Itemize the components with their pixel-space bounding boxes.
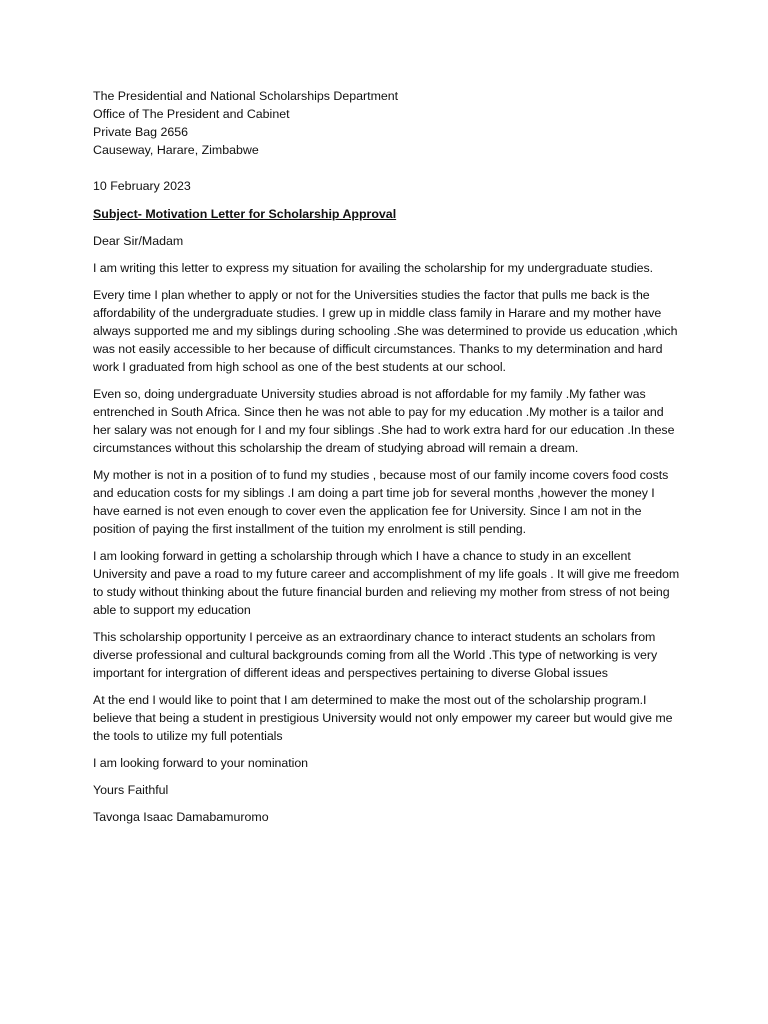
letter-date: 10 February 2023 — [93, 179, 191, 193]
closing: Yours Faithful — [93, 783, 169, 797]
paragraph: At the end I would like to point that I am determined to make the most out of the scholarship program.I believe that being a student in prestigious University would not only empower my career but would give me the tools to utilize my full potentials — [93, 693, 673, 743]
paragraph: I am writing this letter to express my situation for availing the scholarship for my undergraduate studies. — [93, 261, 654, 275]
address-line: The Presidential and National Scholarships Department — [93, 89, 399, 103]
paragraph: This scholarship opportunity I perceive as an extraordinary chance to interact students an scholars from diverse professional and cultural backgrounds coming from all the World .This type of networking is very important for intergration of different ideas and perspectives pertaining to diverse Global issues — [93, 630, 658, 680]
paragraph: I am looking forward to your nomination — [93, 756, 308, 770]
address-line: Office of The President and Cabinet — [93, 107, 290, 121]
paragraph: Even so, doing undergraduate University studies abroad is not affordable for my family .My father was entrenched in South Africa. Since then he was not able to pay for my education .My mother is a tailor and her salary was not enough for I and my four siblings .She had to work extra hard for our education .In these circumstances without this scholarship the dream of studying abroad will remain a dream. — [93, 387, 675, 455]
subject-text: Subject- Motivation Letter for Scholarship Approval — [93, 207, 397, 221]
paragraph: Every time I plan whether to apply or not for the Universities studies the factor that pulls me back is the affordability of the undergraduate studies. I grew up in middle class family in Harare and my mother have always supported me and my siblings during schooling .She was determined to provide us education ,which was not easily accessible to her because of difficult circumstances. Thanks to my determination and hard work I graduated from high school as one of the best students at our school. — [93, 288, 678, 374]
salutation: Dear Sir/Madam — [93, 234, 184, 248]
recipient-address — [93, 87, 683, 159]
paragraph: I am looking forward in getting a scholarship through which I have a chance to study in an excellent University and pave a road to my future career and accomplishment of my life goals . It will give me freedom to study without thinking about the future financial burden and relieving my mother from stress of not being able to support my education — [93, 549, 680, 617]
signature-name: Tavonga Isaac Damabamuromo — [93, 810, 269, 824]
address-line: Causeway, Harare, Zimbabwe — [93, 143, 259, 157]
letter-body — [93, 87, 683, 826]
subject-line — [93, 205, 683, 223]
paragraph: My mother is not in a position of to fund my studies , because most of our family income covers food costs and education costs for my siblings .I am doing a part time job for several months ,however the money I have earned is not even enough to cover even the application fee for University. Since I am not in the position of paying the first installment of the tuition my enrolment is still pending. — [93, 468, 669, 536]
address-line: Private Bag 2656 — [93, 125, 189, 139]
